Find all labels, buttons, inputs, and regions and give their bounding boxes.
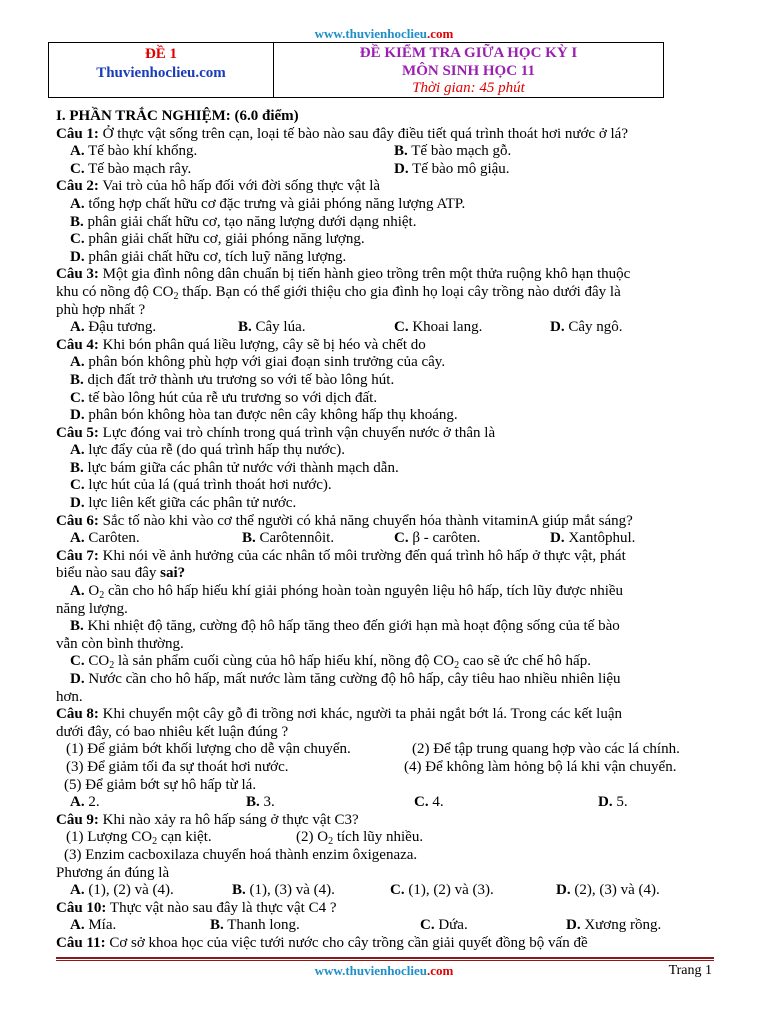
q4-option-d: D. phân bón không hòa tan được nên cây không hấp thụ khoáng. — [70, 407, 458, 424]
question-2: Câu 2: Vai trò của hô hấp đối với đời sống thực vật là — [56, 178, 381, 195]
question-3-line3: phù hợp nhất ? — [56, 301, 146, 318]
site-url-top[interactable]: www.thuvienhoclieu.com — [314, 26, 454, 41]
section-title: I. PHẦN TRẮC NGHIỆM: (6.0 điểm) — [56, 108, 299, 124]
q6-options — [56, 530, 726, 548]
q10-option-a: A. Mía. — [70, 917, 117, 934]
q9-option-c: C. (1), (2) và (3). — [390, 882, 494, 899]
q10-option-c: C. Dứa. — [420, 917, 468, 934]
q5-option-c: C. lực hút của lá (quá trình thoát hơi nước). — [70, 477, 332, 494]
question-11: Câu 11: Cơ sở khoa học của việc tưới nước cho cây trồng cần giải quyết đồng bộ vấn đề — [56, 934, 588, 951]
q8-statement-1: (1) Để giảm bớt khối lượng cho dễ vận chuyển. — [66, 741, 351, 758]
q1-options-row1 — [56, 143, 726, 161]
q7-option-c: C. $CO_2$ là sản phẩm cuối cùng của hô hấp hiếu khí, nồng độ $CO_2$ cao sẽ ức chế hô hấp. — [70, 653, 591, 672]
q8-statement-5: (5) Để giảm bớt sự hô hấp từ lá. — [64, 776, 257, 793]
q8-statements-row1 — [56, 741, 726, 759]
q5-option-b: B. lực bám giữa các phân tử nước với thành mạch dẫn. — [70, 459, 399, 476]
q7-option-d-line2: hơn. — [56, 688, 83, 705]
question-4: Câu 4: Khi bón phân quá liều lượng, cây sẽ bị héo và chết do — [56, 336, 426, 353]
q7-option-b-line2: vẫn còn bình thường. — [56, 635, 184, 652]
q5-option-a: A. lực đẩy của rễ (do quá trình hấp thụ nước). — [70, 442, 345, 459]
q3-option-a: A. Đậu tương. — [70, 319, 157, 336]
q1-option-a: A. Tế bào khí khổng. — [70, 143, 198, 160]
footer-rule-thick — [56, 957, 714, 959]
q9-options — [56, 882, 726, 900]
q10-options — [56, 917, 726, 935]
q3-options — [56, 319, 726, 337]
q8-statement-3: (3) Để giảm tối đa sự thoát hơi nước. — [66, 758, 289, 775]
header-table — [48, 42, 664, 98]
q6-option-c: C. β - carôten. — [394, 530, 481, 547]
q2-option-c: C. phân giải chất hữu cơ, giải phóng năng lượng. — [70, 231, 365, 248]
q7-option-b: B. Khi nhiệt độ tăng, cường độ hô hấp tăng theo đến giới hạn mà hoạt động sống của tế bào — [70, 618, 620, 635]
page-number: Trang 1 — [668, 963, 712, 978]
q3-option-c: C. Khoai lang. — [394, 319, 483, 336]
question-1: Câu 1: Ở thực vật sống trên cạn, loại tế bào nào sau đây điều tiết quá trình thoát hơi nước ở lá? — [56, 125, 628, 142]
q9-answer-prompt: Phương án đúng là — [56, 864, 170, 881]
q6-option-a: A. Carôten. — [70, 530, 140, 547]
header-right-cell — [274, 43, 663, 97]
exam-number: ĐỀ 1 — [144, 46, 178, 62]
time-limit: Thời gian: 45 phút — [412, 80, 525, 96]
q10-option-d: D. Xương rồng. — [566, 917, 662, 934]
q9-option-b: B. (1), (3) và (4). — [232, 882, 335, 899]
q4-option-a: A. phân bón không phù hợp với giai đoạn sinh trưởng của cây. — [70, 354, 446, 371]
q7-option-a: A. $O_2$ cần cho hô hấp hiếu khí giải phóng hoàn toàn nguyên liệu hô hấp, tích lũy được nhiều — [70, 583, 624, 602]
site-url-footer[interactable]: www.thuvienhoclieu.com — [314, 963, 454, 978]
question-7-line2: biểu nào sau đây sai? — [56, 565, 186, 582]
q5-option-d: D. lực liên kết giữa các phân tử nước. — [70, 495, 297, 512]
q8-option-b: B. 3. — [246, 794, 275, 811]
source-name: Thuvienhoclieu.com — [96, 65, 226, 81]
question-3: Câu 3: Một gia đình nông dân chuẩn bị tiến hành gieo trồng trên một thửa ruộng khô hạn thuộc — [56, 266, 631, 283]
q9-statement-2: (2) $O_2$ tích lũy nhiều. — [296, 829, 424, 848]
q9-statements-row1 — [56, 829, 726, 847]
q1-option-b: B. Tế bào mạch gỗ. — [394, 143, 512, 160]
q7-option-a-line2: năng lượng. — [56, 600, 128, 617]
q9-statement-3: (3) Enzim cacboxilaza chuyển hoá thành enzim ôxigenaza. — [64, 846, 418, 863]
q1-option-d: D. Tế bào mô giậu. — [394, 160, 510, 177]
q1-option-c: C. Tế bào mạch rây. — [70, 160, 192, 177]
question-10: Câu 10: Thực vật nào sau đây là thực vật C4 ? — [56, 899, 337, 916]
q3-option-d: D. Cây ngô. — [550, 319, 623, 336]
question-9: Câu 9: Khi nào xảy ra hô hấp sáng ở thực vật C3? — [56, 811, 359, 828]
q4-option-c: C. tế bào lông hút của rễ ưu trương so với dịch đất. — [70, 389, 378, 406]
q8-statement-2: (2) Để tập trung quang hợp vào các lá chính. — [412, 741, 680, 758]
q6-option-d: D. Xantôphul. — [550, 530, 636, 547]
header-left-cell — [49, 43, 274, 97]
q7-option-d: D. Nước cần cho hô hấp, mất nước làm tăng cường độ hô hấp, cây tiêu hao nhiều nhiên liệu — [70, 671, 621, 687]
q8-option-d: D. 5. — [598, 794, 628, 811]
q2-option-d: D. phân giải chất hữu cơ, tích luỹ năng lượng. — [70, 248, 347, 265]
q9-statement-1: (1) Lượng $CO_2$ cạn kiệt. — [66, 829, 212, 848]
q6-option-b: B. Carôtennôit. — [242, 530, 335, 547]
q4-option-b: B. dịch đất trở thành ưu trương so với tế bào lông hút. — [70, 371, 395, 388]
q8-statements-row2 — [56, 759, 726, 777]
question-8-line2: dưới đây, có bao nhiêu kết luận đúng ? — [56, 723, 289, 740]
subject-title: MÔN SINH HỌC 11 — [402, 62, 535, 79]
question-8: Câu 8: Khi chuyển một cây gỗ đi trồng nơi khác, người ta phải ngắt bớt lá. Trong các kết luận — [56, 706, 622, 723]
question-5: Câu 5: Lực đóng vai trò chính trong quá trình vận chuyển nước ở thân là — [56, 424, 496, 441]
q10-option-b: B. Thanh long. — [210, 917, 300, 934]
question-6: Câu 6: Sắc tố nào khi vào cơ thể người có khả năng chuyển hóa thành vitaminA giúp mắt sáng? — [56, 512, 633, 529]
q3-option-b: B. Cây lúa. — [238, 319, 306, 336]
q9-option-d: D. (2), (3) và (4). — [556, 882, 660, 899]
q8-statement-4: (4) Để không làm hỏng bộ lá khi vận chuyển. — [404, 758, 677, 775]
q8-options — [56, 794, 726, 812]
question-3-line2: khu có nồng độ $CO_2$ thấp. Bạn có thể giới thiệu cho gia đình họ loại cây trồng nào dưới đây là — [56, 283, 621, 302]
q1-options-row2 — [56, 161, 726, 179]
q2-option-a: A. tổng hợp chất hữu cơ đặc trưng và giải phóng năng lượng ATP. — [70, 195, 466, 212]
q2-option-b: B. phân giải chất hữu cơ, tạo năng lượng dưới dạng nhiệt. — [70, 213, 417, 230]
exam-content — [56, 108, 726, 953]
q9-option-a: A. (1), (2) và (4). — [70, 882, 174, 899]
q8-option-c: C. 4. — [414, 794, 444, 811]
q8-option-a: A. 2. — [70, 794, 100, 811]
footer-rule-thin — [56, 960, 714, 961]
question-7: Câu 7: Khi nói về ảnh hưởng của các nhân tố môi trường đến quá trình hô hấp ở thực vật, phát — [56, 547, 626, 564]
exam-title: ĐỀ KIỂM TRA GIỮA HỌC KỲ I — [359, 45, 578, 61]
